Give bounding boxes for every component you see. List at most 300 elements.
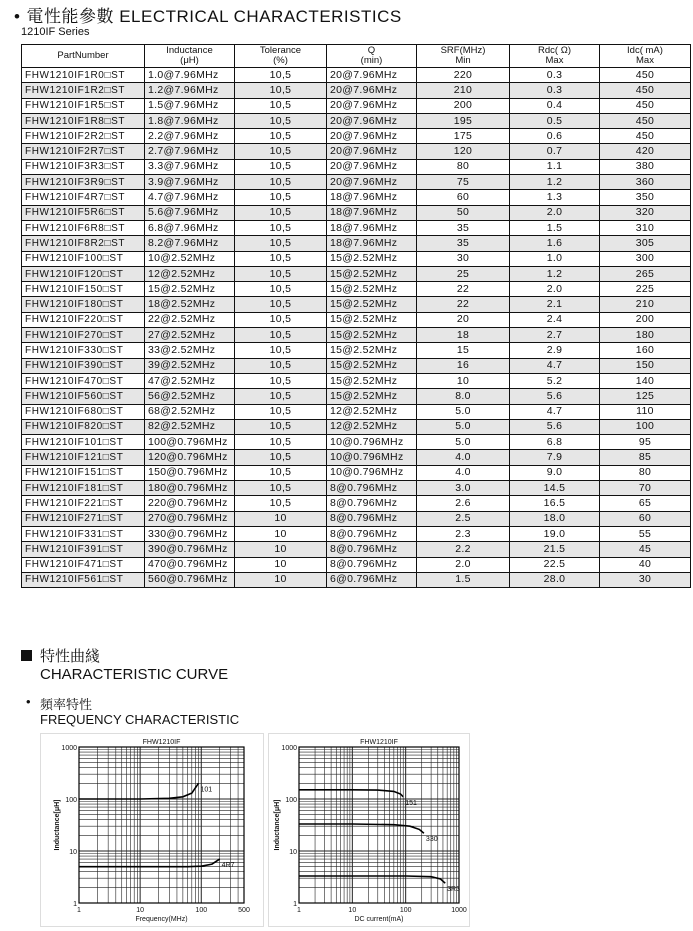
table-row — [22, 297, 691, 312]
table-cell: 1.6 — [510, 236, 600, 251]
table-cell: 10 — [235, 572, 327, 587]
page-title — [14, 2, 402, 27]
table-cell: FHW1210IF470□ST — [22, 373, 145, 388]
table-row — [22, 83, 691, 98]
table-cell: 10,5 — [235, 496, 327, 511]
table-cell: 1.2 — [510, 175, 600, 190]
table-row — [22, 435, 691, 450]
table-cell: 2.1 — [510, 297, 600, 312]
table-cell: 3.0 — [417, 481, 510, 496]
title-bullet: • — [14, 7, 21, 26]
x-tick-label: 10 — [136, 907, 145, 914]
x-axis-label: Frequency(MHz) — [135, 916, 188, 923]
table-cell: 70 — [600, 481, 691, 496]
table-cell: 2.9 — [510, 343, 600, 358]
table-cell: 15 — [417, 343, 510, 358]
table-cell: 2.0 — [510, 282, 600, 297]
column-header-label: Q — [367, 45, 376, 56]
table-cell: 5.0 — [417, 404, 510, 419]
table-cell: FHW1210IF150□ST — [22, 282, 145, 297]
section-title-en: CHARACTERISTIC CURVE — [40, 666, 229, 683]
column-header — [510, 45, 600, 68]
table-row — [22, 159, 691, 174]
table-row — [22, 389, 691, 404]
table-cell: 10,5 — [235, 98, 327, 113]
table-cell: 450 — [600, 83, 691, 98]
table-cell: 18@7.96MHz — [327, 236, 417, 251]
section-square-icon — [21, 650, 32, 661]
series-line — [79, 783, 199, 799]
table-cell: 0.7 — [510, 144, 600, 159]
table-cell: 12@2.52MHz — [327, 404, 417, 419]
chart-frequency-svg — [41, 734, 263, 926]
table-cell: 120 — [417, 144, 510, 159]
table-cell: FHW1210IF2R7□ST — [22, 144, 145, 159]
table-cell: 1.2 — [510, 266, 600, 281]
table-cell: 10,5 — [235, 220, 327, 235]
table-cell: 2.2 — [417, 542, 510, 557]
table-cell: 265 — [600, 266, 691, 281]
table-cell: 220 — [417, 68, 510, 83]
x-tick-label: 10 — [348, 907, 357, 914]
table-cell: 10,5 — [235, 312, 327, 327]
table-cell: 22 — [417, 282, 510, 297]
sub-title-cn: 頻率特性 — [40, 697, 93, 712]
table-cell: 2.7@7.96MHz — [145, 144, 235, 159]
column-header-label: SRF(MHz) — [440, 45, 486, 56]
table-row — [22, 404, 691, 419]
column-header-label: Idc( mA) — [627, 45, 663, 56]
series-line — [299, 824, 424, 833]
table-cell: 0.3 — [510, 68, 600, 83]
table-row — [22, 205, 691, 220]
table-cell: 10@0.796MHz — [327, 450, 417, 465]
table-cell: 450 — [600, 98, 691, 113]
table-row — [22, 358, 691, 373]
table-cell: 10,5 — [235, 389, 327, 404]
table-cell: 9.0 — [510, 465, 600, 480]
table-cell: 160 — [600, 343, 691, 358]
table-cell: 8.0 — [417, 389, 510, 404]
table-cell: 5.6 — [510, 419, 600, 434]
table-cell: 4.7 — [510, 358, 600, 373]
title-cn: 電性能參數 — [26, 7, 114, 26]
table-cell: 2.4 — [510, 312, 600, 327]
title-en: ELECTRICAL CHARACTERISTICS — [119, 7, 402, 26]
column-header-sublabel: (min) — [360, 55, 383, 66]
table-cell: 5.2 — [510, 373, 600, 388]
table-cell: 450 — [600, 129, 691, 144]
table-cell: 10,5 — [235, 404, 327, 419]
x-tick-label: 100 — [195, 907, 208, 914]
section-title-cn: 特性曲綫 — [40, 648, 101, 665]
table-cell: 8@0.796MHz — [327, 481, 417, 496]
table-cell: 10,5 — [235, 159, 327, 174]
table-cell: 2.5 — [417, 511, 510, 526]
table-cell: 18 — [417, 328, 510, 343]
table-cell: 10,5 — [235, 450, 327, 465]
table-cell: 80 — [417, 159, 510, 174]
table-cell: 6.8 — [510, 435, 600, 450]
table-cell: 200 — [600, 312, 691, 327]
table-cell: 100 — [600, 419, 691, 434]
table-cell: 15@2.52MHz — [327, 266, 417, 281]
table-cell: 15@2.52MHz — [327, 328, 417, 343]
table-cell: 20@7.96MHz — [327, 113, 417, 128]
column-header-sublabel: (%) — [273, 55, 288, 66]
table-cell: 47@2.52MHz — [145, 373, 235, 388]
table-cell: FHW1210IF3R9□ST — [22, 175, 145, 190]
table-cell: 18@7.96MHz — [327, 205, 417, 220]
table-cell: 28.0 — [510, 572, 600, 587]
table-cell: 35 — [417, 220, 510, 235]
table-cell: 5.6@7.96MHz — [145, 205, 235, 220]
table-cell: 1.8@7.96MHz — [145, 113, 235, 128]
table-cell: 10,5 — [235, 251, 327, 266]
table-cell: 20@7.96MHz — [327, 175, 417, 190]
column-header-sublabel: (μH) — [180, 55, 199, 66]
y-tick-label: 1 — [73, 901, 77, 908]
table-cell: 10 — [235, 542, 327, 557]
table-cell: 15@2.52MHz — [327, 373, 417, 388]
column-header-sublabel: Min — [455, 55, 471, 66]
table-cell: 10 — [417, 373, 510, 388]
table-cell: 50 — [417, 205, 510, 220]
table-row — [22, 312, 691, 327]
table-cell: 12@2.52MHz — [145, 266, 235, 281]
table-cell: 330@0.796MHz — [145, 526, 235, 541]
sub-title-en: FREQUENCY CHARACTERISTIC — [40, 712, 240, 727]
table-cell: 15@2.52MHz — [327, 343, 417, 358]
table-body — [22, 68, 691, 588]
table-cell: 10,5 — [235, 266, 327, 281]
table-cell: 15@2.52MHz — [327, 251, 417, 266]
table-cell: 18@2.52MHz — [145, 297, 235, 312]
table-cell: 10,5 — [235, 481, 327, 496]
table-cell: FHW1210IF3R3□ST — [22, 159, 145, 174]
table-cell: 8.2@7.96MHz — [145, 236, 235, 251]
table-cell: 10,5 — [235, 236, 327, 251]
table-cell: 80 — [600, 465, 691, 480]
table-cell: 175 — [417, 129, 510, 144]
table-cell: 30 — [417, 251, 510, 266]
table-cell: 10@0.796MHz — [327, 465, 417, 480]
table-cell: 4.0 — [417, 465, 510, 480]
y-tick-label: 100 — [65, 797, 77, 804]
table-cell: FHW1210IF221□ST — [22, 496, 145, 511]
series-label: 1210IF Series — [21, 26, 90, 38]
table-cell: 1.1 — [510, 159, 600, 174]
table-row — [22, 98, 691, 113]
table-cell: FHW1210IF121□ST — [22, 450, 145, 465]
table-cell: 10,5 — [235, 144, 327, 159]
table-cell: 15@2.52MHz — [327, 358, 417, 373]
table-cell: 0.5 — [510, 113, 600, 128]
column-header — [22, 45, 145, 68]
chart-title: FHW1210IF — [142, 739, 181, 746]
table-cell: 2.2@7.96MHz — [145, 129, 235, 144]
table-cell: FHW1210IF6R8□ST — [22, 220, 145, 235]
table-cell: 360 — [600, 175, 691, 190]
table-cell: FHW1210IF270□ST — [22, 328, 145, 343]
table-row — [22, 511, 691, 526]
table-cell: 4.7@7.96MHz — [145, 190, 235, 205]
table-cell: 12@2.52MHz — [327, 419, 417, 434]
table-row — [22, 113, 691, 128]
table-cell: 15@2.52MHz — [327, 297, 417, 312]
table-cell: 110 — [600, 404, 691, 419]
sub-bullet: • — [26, 694, 31, 709]
table-cell: 10,5 — [235, 465, 327, 480]
table-row — [22, 465, 691, 480]
table-cell: 210 — [417, 83, 510, 98]
table-cell: 60 — [417, 190, 510, 205]
table-cell: 5.6 — [510, 389, 600, 404]
table-cell: 1.5@7.96MHz — [145, 98, 235, 113]
table-cell: 10,5 — [235, 113, 327, 128]
column-header-label: PartNumber — [57, 50, 109, 61]
table-cell: 20@7.96MHz — [327, 83, 417, 98]
table-row — [22, 282, 691, 297]
table-cell: FHW1210IF680□ST — [22, 404, 145, 419]
series-label: 3R3 — [447, 886, 460, 894]
table-cell: 450 — [600, 68, 691, 83]
table-cell: 10 — [235, 526, 327, 541]
table-cell: 270@0.796MHz — [145, 511, 235, 526]
table-cell: FHW1210IF561□ST — [22, 572, 145, 587]
table-cell: 195 — [417, 113, 510, 128]
table-cell: 75 — [417, 175, 510, 190]
table-row — [22, 450, 691, 465]
table-cell: 60 — [600, 511, 691, 526]
table-cell: 10,5 — [235, 373, 327, 388]
table-cell: FHW1210IF560□ST — [22, 389, 145, 404]
table-row — [22, 496, 691, 511]
table-cell: FHW1210IF100□ST — [22, 251, 145, 266]
table-cell: 56@2.52MHz — [145, 389, 235, 404]
table-cell: 310 — [600, 220, 691, 235]
table-cell: 380 — [600, 159, 691, 174]
table-cell: 22 — [417, 297, 510, 312]
table-cell: 68@2.52MHz — [145, 404, 235, 419]
table-cell: FHW1210IF1R8□ST — [22, 113, 145, 128]
table-row — [22, 328, 691, 343]
table-cell: 150@0.796MHz — [145, 465, 235, 480]
table-cell: 2.7 — [510, 328, 600, 343]
column-header — [235, 45, 327, 68]
column-header-sublabel: Max — [545, 55, 564, 66]
table-cell: 27@2.52MHz — [145, 328, 235, 343]
table-cell: FHW1210IF2R2□ST — [22, 129, 145, 144]
table-cell: 10@2.52MHz — [145, 251, 235, 266]
table-cell: 55 — [600, 526, 691, 541]
table-cell: 45 — [600, 542, 691, 557]
table-cell: 3.9@7.96MHz — [145, 175, 235, 190]
table-row — [22, 343, 691, 358]
table-cell: 10,5 — [235, 190, 327, 205]
table-cell: 40 — [600, 557, 691, 572]
table-cell: 15@2.52MHz — [327, 389, 417, 404]
table-cell: 305 — [600, 236, 691, 251]
table-cell: 10,5 — [235, 358, 327, 373]
y-axis-label: Inductance[μH] — [54, 799, 61, 851]
table-row — [22, 419, 691, 434]
table-cell: FHW1210IF8R2□ST — [22, 236, 145, 251]
table-header-row — [22, 45, 691, 68]
column-header — [417, 45, 510, 68]
table-cell: 20@7.96MHz — [327, 68, 417, 83]
table-cell: 5.0 — [417, 419, 510, 434]
table-cell: FHW1210IF220□ST — [22, 312, 145, 327]
table-cell: 8@0.796MHz — [327, 526, 417, 541]
table-cell: 150 — [600, 358, 691, 373]
table-cell: 140 — [600, 373, 691, 388]
column-header — [600, 45, 691, 68]
table-cell: 225 — [600, 282, 691, 297]
table-cell: 6.8@7.96MHz — [145, 220, 235, 235]
x-tick-label: 100 — [399, 907, 412, 914]
table-cell: 10@0.796MHz — [327, 435, 417, 450]
table-cell: 18.0 — [510, 511, 600, 526]
table-cell: 15@2.52MHz — [145, 282, 235, 297]
table-cell: 4.0 — [417, 450, 510, 465]
table-cell: 4.7 — [510, 404, 600, 419]
table-cell: 180 — [600, 328, 691, 343]
x-axis-label: DC current(mA) — [354, 916, 404, 923]
table-cell: 390@0.796MHz — [145, 542, 235, 557]
table-cell: 8@0.796MHz — [327, 542, 417, 557]
table-cell: 65 — [600, 496, 691, 511]
table-cell: 10,5 — [235, 83, 327, 98]
series-label: 151 — [405, 799, 417, 807]
table-cell: 210 — [600, 297, 691, 312]
table-cell: FHW1210IF390□ST — [22, 358, 145, 373]
table-cell: 10,5 — [235, 282, 327, 297]
chart-dc-current — [268, 733, 470, 927]
table-cell: FHW1210IF1R2□ST — [22, 83, 145, 98]
table-cell: 30 — [600, 572, 691, 587]
x-tick-label: 1000 — [451, 907, 467, 914]
table-row — [22, 542, 691, 557]
table-row — [22, 373, 691, 388]
table-row — [22, 129, 691, 144]
table-cell: 10,5 — [235, 297, 327, 312]
chart-frequency — [40, 733, 264, 927]
table-cell: FHW1210IF391□ST — [22, 542, 145, 557]
table-cell: 10 — [235, 511, 327, 526]
table-cell: FHW1210IF271□ST — [22, 511, 145, 526]
table-cell: 0.3 — [510, 83, 600, 98]
column-header-label: Inductance — [166, 45, 213, 56]
table-cell: FHW1210IF1R5□ST — [22, 98, 145, 113]
series-label: 4R7 — [221, 862, 235, 870]
series-label: 101 — [200, 786, 213, 794]
table-row — [22, 68, 691, 83]
table-cell: 25 — [417, 266, 510, 281]
table-cell: 470@0.796MHz — [145, 557, 235, 572]
table-cell: 10,5 — [235, 435, 327, 450]
table-cell: FHW1210IF471□ST — [22, 557, 145, 572]
table-cell: FHW1210IF331□ST — [22, 526, 145, 541]
table-cell: 20@7.96MHz — [327, 144, 417, 159]
table-cell: 0.6 — [510, 129, 600, 144]
table-cell: 450 — [600, 113, 691, 128]
table-cell: 16 — [417, 358, 510, 373]
table-cell: 20@7.96MHz — [327, 159, 417, 174]
y-tick-label: 10 — [289, 849, 297, 856]
table-cell: FHW1210IF101□ST — [22, 435, 145, 450]
y-tick-label: 1000 — [61, 745, 77, 752]
y-tick-label: 1 — [293, 901, 297, 908]
table-cell: 2.0 — [510, 205, 600, 220]
table-row — [22, 236, 691, 251]
table-cell: FHW1210IF5R6□ST — [22, 205, 145, 220]
x-tick-label: 1 — [297, 907, 301, 914]
table-cell: 125 — [600, 389, 691, 404]
table-cell: 2.0 — [417, 557, 510, 572]
table-cell: 85 — [600, 450, 691, 465]
table-cell: 10,5 — [235, 129, 327, 144]
table-cell: 21.5 — [510, 542, 600, 557]
table-cell: 8@0.796MHz — [327, 496, 417, 511]
chart-title: FHW1210IF — [360, 739, 398, 746]
table-row — [22, 526, 691, 541]
table-row — [22, 572, 691, 587]
table-cell: 560@0.796MHz — [145, 572, 235, 587]
table-cell: FHW1210IF330□ST — [22, 343, 145, 358]
table-cell: 2.3 — [417, 526, 510, 541]
table-cell: 22@2.52MHz — [145, 312, 235, 327]
column-header-label: Rdc( Ω) — [538, 45, 571, 56]
table-cell: 8@0.796MHz — [327, 511, 417, 526]
table-cell: 33@2.52MHz — [145, 343, 235, 358]
table-cell: 10,5 — [235, 419, 327, 434]
table-cell: 18@7.96MHz — [327, 190, 417, 205]
table-row — [22, 220, 691, 235]
table-cell: 1.0@7.96MHz — [145, 68, 235, 83]
table-cell: 10,5 — [235, 328, 327, 343]
y-axis-label: Inductance[μH] — [274, 799, 281, 851]
table-cell: 180@0.796MHz — [145, 481, 235, 496]
table-cell: 420 — [600, 144, 691, 159]
spec-table — [21, 44, 691, 588]
table-cell: 100@0.796MHz — [145, 435, 235, 450]
plot-frame — [79, 747, 244, 903]
table-row — [22, 190, 691, 205]
table-cell: 95 — [600, 435, 691, 450]
table-cell: 39@2.52MHz — [145, 358, 235, 373]
table-cell: 320 — [600, 205, 691, 220]
table-cell: 10,5 — [235, 205, 327, 220]
series-label: 330 — [425, 836, 438, 844]
table-cell: 120@0.796MHz — [145, 450, 235, 465]
column-header-sublabel: Max — [636, 55, 654, 66]
series-line — [299, 876, 445, 883]
table-cell: 22.5 — [510, 557, 600, 572]
y-tick-label: 1000 — [281, 745, 297, 752]
table-cell: 10,5 — [235, 68, 327, 83]
chart-dc-current-svg — [269, 734, 469, 926]
table-cell: 19.0 — [510, 526, 600, 541]
x-tick-label: 500 — [238, 907, 250, 914]
y-tick-label: 100 — [285, 797, 297, 804]
table-cell: 5.0 — [417, 435, 510, 450]
table-cell: 14.5 — [510, 481, 600, 496]
column-header — [145, 45, 235, 68]
table-cell: 10,5 — [235, 343, 327, 358]
table-cell: 300 — [600, 251, 691, 266]
table-cell: 2.6 — [417, 496, 510, 511]
